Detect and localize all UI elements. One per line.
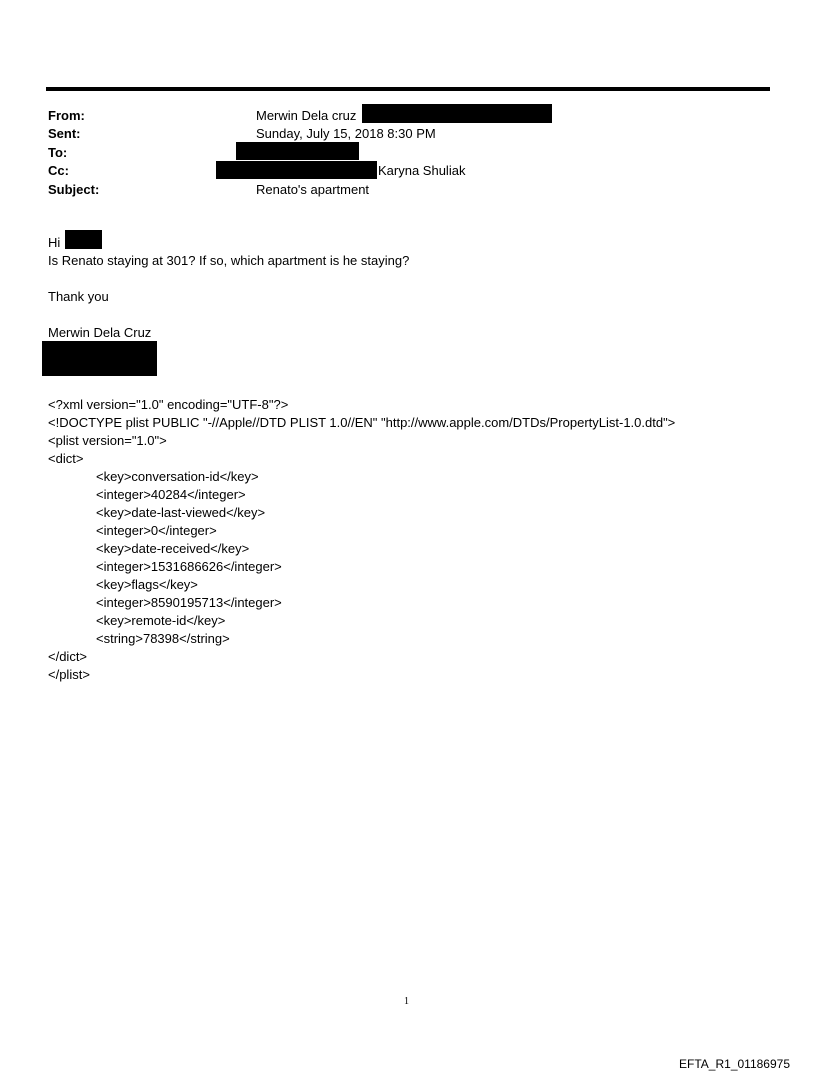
xml-line: <key>conversation-id</key>: [96, 469, 259, 484]
xml-line: </plist>: [48, 667, 90, 682]
subject-value: Renato's apartment: [256, 182, 370, 197]
xml-line: <key>flags</key>: [96, 577, 198, 592]
greeting-redaction: [65, 230, 102, 249]
signature-name: Merwin Dela Cruz: [48, 325, 152, 340]
document-id: EFTA_R1_01186975: [679, 1057, 790, 1071]
xml-line: <integer>8590195713</integer>: [96, 595, 282, 610]
xml-line: <key>date-last-viewed</key>: [96, 505, 266, 520]
xml-line: <string>78398</string>: [96, 631, 230, 646]
from-label: From:: [48, 108, 85, 123]
cc-value: Karyna Shuliak: [378, 163, 466, 178]
thanks-text: Thank you: [48, 289, 109, 304]
sent-label: Sent:: [48, 126, 81, 141]
signature-redaction: [42, 341, 157, 376]
to-redaction: [236, 142, 359, 160]
xml-line: <dict>: [48, 451, 84, 466]
xml-line: <integer>1531686626</integer>: [96, 559, 282, 574]
xml-line: <integer>0</integer>: [96, 523, 217, 538]
plist-xml-block: [48, 396, 675, 684]
to-label: To:: [48, 145, 68, 160]
question-text: Is Renato staying at 301? If so, which apartment is he staying?: [48, 253, 410, 268]
xml-line: <!DOCTYPE plist PUBLIC "-//Apple//DTD PLIST 1.0//EN" "http://www.apple.com/DTDs/PropertyList-1.0.dtd">: [48, 415, 676, 430]
xml-line: <integer>40284</integer>: [96, 487, 246, 502]
from-redaction: [362, 104, 552, 123]
page-number: 1: [404, 996, 409, 1007]
cc-redaction: [216, 161, 377, 179]
subject-label: Subject:: [48, 182, 100, 197]
sent-value: Sunday, July 15, 2018 8:30 PM: [256, 126, 436, 141]
xml-line: </dict>: [48, 649, 88, 664]
xml-line: <plist version="1.0">: [48, 433, 167, 448]
cc-label: Cc:: [48, 163, 69, 178]
xml-line: <key>date-received</key>: [96, 541, 250, 556]
from-value: Merwin Dela cruz: [256, 108, 357, 123]
greeting: Hi: [48, 235, 61, 250]
xml-line: <key>remote-id</key>: [96, 613, 226, 628]
header-rule: [46, 87, 770, 91]
xml-line: <?xml version="1.0" encoding="UTF-8"?>: [48, 397, 289, 412]
